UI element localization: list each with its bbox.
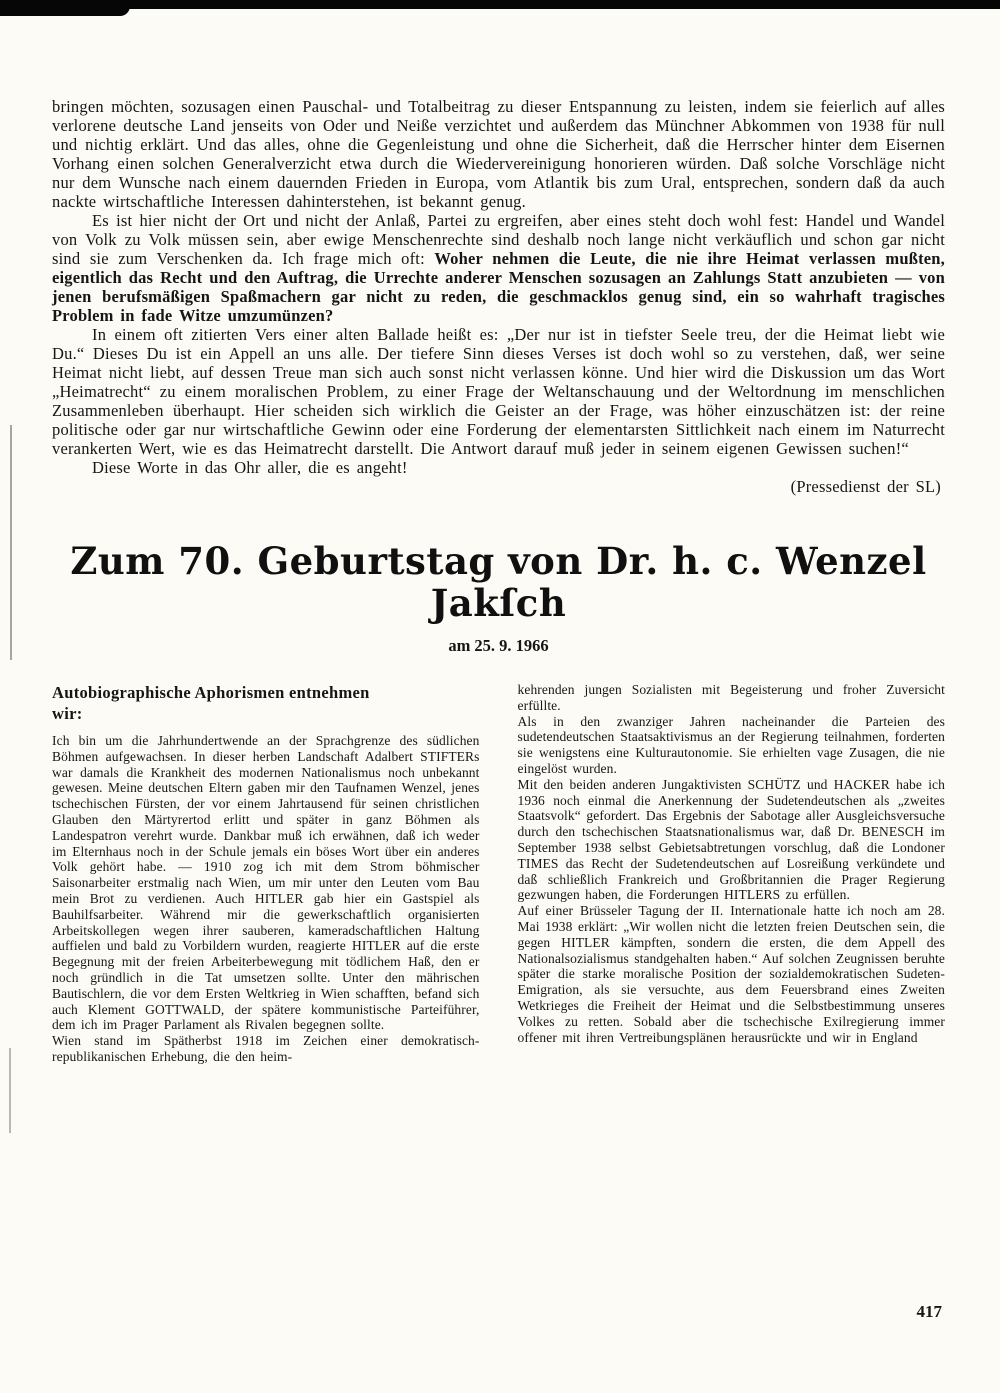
intro-paragraph-3: In einem oft zitierten Vers einer alten Ballade heißt es: „Der nur ist in tiefster Seele treu, der die Heimat liebt wie Du.“ Dieses Du ist ein Appell an uns alle. Der tiefere Sinn dieses Verses ist doch wohl so zu verstehen, daß, wer seine Heimat nicht liebt, auf dessen Treue man sich auch sonst nicht verlassen könne. Und hier wird die Diskussion um das Wort „Heimatrecht“ zu einem moralischen Problem, zu einer Frage der Weltanschauung und der Weltordnung im menschlichen Zusammenleben überhaupt. Hier scheiden sich wirklich die Geister an der Frage, was höher einzuschätzen ist: der reine politische oder gar nur wirtschaftliche Gewinn oder eine Forderung der elementarsten Sittlichkeit nach einem im Naturrecht verankerten Wert, wie es das Heimatrecht darstellt. Die Antwort darauf muß jeder in seinem eigenen Gewissen suchen!“ <box>52 325 945 458</box>
press-attribution: (Pressedienst der SL) <box>790 477 941 496</box>
scan-artifact-top-bar <box>0 0 1000 9</box>
article-headline: Zum 70. Geburtstag von Dr. h. c. Wenzel Jakſch <box>70 539 927 625</box>
intro-paragraph-2-bold: Woher nehmen die Leute, die nie ihre Heimat verlassen mußten, eigentlich das Recht und den Auftrag, die Urrechte anderer Menschen sozusagen an Zahlungs Statt anzubieten — von jenen berufsmäßigen Spaßmachern gar nicht zu reden, die geschmacklos genug sind, ein so wahrhaft tragisches Problem in fade Witze umzumünzen? <box>52 249 945 325</box>
left-column-paragraph-2: Wien stand im Spätherbst 1918 im Zeichen einer demokratisch-republikanischen Erhebung, die den heim- <box>52 1033 480 1064</box>
left-column <box>52 682 480 1065</box>
right-column-paragraph-2: Als in den zwanziger Jahren nacheinander die Parteien des sudetendeutschen Staatsaktivismus an der Regierung teilnahmen, forderten sie wenigstens eine Kulturautonomie. Sie erhielten vage Zusagen, die nie eingelöst wurden. <box>517 713 945 776</box>
intro-paragraph-1: bringen möchten, sozusagen einen Pauschal- und Totalbeitrag zu dieser Entspannung zu leisten, indem sie feierlich auf alles verlorene deutsche Land jenseits von Oder und Neiße verzichtet und außerdem das Münchner Abkommen von 1938 für null und nichtig erklärt. Und das alles, ohne die Gegenleistung und ohne die Sicherheit, daß die Herrscher hinter dem Eisernen Vorhang einen solchen Generalverzicht etwa durch die Wiedervereinigung honorieren würden. Daß solche Vorschläge nicht nur dem Wunsche nach einem dauernden Frieden in Europa, vom Atlantik bis zum Ural, entsprechen, sondern daß da auch nackte wirtschaftliche Interessen dahinterstehen, ist bekannt genug. <box>52 97 945 211</box>
right-column-paragraph-1: kehrenden jungen Sozialisten mit Begeisterung und froher Zuversicht erfüllte. <box>517 682 945 713</box>
page-number: 417 <box>916 1302 942 1321</box>
intro-paragraph-2 <box>52 211 945 325</box>
scan-artifact-left-edge <box>10 425 12 660</box>
scan-artifact-top-left <box>0 0 130 16</box>
right-column <box>518 682 946 1065</box>
intro-paragraph-2-normal: Es ist hier nicht der Ort und nicht der Anlaß, Partei zu ergreifen, aber eines steht doch wohl fest: Handel und Wandel von Volk zu Volk müssen sein, aber ewige Menschenrechte sind deshalb noch lange nicht verkäuflich und schon gar nicht sind sie zum Verschenken da. Ich frage mich oft: <box>52 211 945 268</box>
article-columns <box>52 682 945 1065</box>
intro-paragraph-4: Diese Worte in das Ohr aller, die es angeht! <box>92 458 408 477</box>
left-column-paragraph-1: Ich bin um die Jahrhundertwende an der Sprachgrenze des südlichen Böhmen aufgewachsen. In dieser herben Landschaft Adalbert STIFTERs war damals die Krankheit des modernen Nationalismus noch unbekannt gewesen. Meine deutschen Eltern gaben mir den Taufnamen Wenzel, jenes tschechischen Fürsten, der vor einem Jahrtausend für seinen christlichen Glauben den Märtyrertod erlitt und später in ganz Böhmen als Landespatron verehrt wurde. Dankbar muß ich erwähnen, daß ich weder im Elternhaus noch in der Schule jemals ein böses Wort über ein anderes Volk gehört habe. — 1910 zog ich mit dem Strom böhmischer Saisonarbeiter erstmalig nach Wien, um mir unter den Leuten vom Bau mein Brot zu verdienen. Auch HITLER gab hier ein Gastspiel als Bauhilfsarbeiter. Während mir die gewerkschaftlich organisierten Arbeitskollegen wegen ihrer sauberen, kameradschaftlichen Haltung auffielen und bald zu Vorbildern wurden, reagierte HITLER auf die erste Begegnung mit der freien Arbeiterbewegung mit tödlichem Haß, den er noch gründlich in die Tat umsetzen sollte. Unter den mährischen Bautischlern, die vor dem Ersten Weltkrieg in Wien schafften, befand sich auch Klement GOTTWALD, der spätere kommunistische Parteiführer, dem ich im Prager Parlament als Rivalen begegnen sollte. <box>52 733 480 1033</box>
right-column-paragraph-4: Auf einer Brüsseler Tagung der II. Internationale hatte ich noch am 28. Mai 1938 erklärt: „Wir wollen nicht die letzten freien Deutschen sein, die gegen HITLER kämpften, sondern die ersten, die dem Appell des Nationalsozialismus standgehalten haben.“ Auf solchen Zeugnissen beruhte später die starke moralische Position der sozialdemokratischen Sudeten-Emigration, als sie versuchte, aus dem Feuersbrand eines Zweiten Wetkrieges die Freiheit der Heimat und die Selbstbestimmung unseres Volkes zu retten. Sobald aber die tschechische Exilregierung immer offener mit ihren Vertreibungsplänen herausrückte und wir in England <box>517 903 945 1045</box>
scan-artifact-left-edge-2 <box>9 1048 11 1133</box>
intro-section <box>52 97 945 496</box>
right-column-paragraph-3: Mit den beiden anderen Jungaktivisten SCHÜTZ und HACKER habe ich 1936 noch einmal die Anerkennung der Sudetendeutschen als „zweites Staatsvolk“ gefordert. Das Ergebnis der Sabotage aller Ausgleichsversuche durch den tschechischen Staatsnationalismus war, daß Dr. BENESCH im September 1938 selbst Gebietsabtretungen vorschlug, daß die Londoner TIMES das Recht der Sudetendeutschen auf Losreißung verkündete und daß schließlich Frankreich und Großbritannien die Prager Regierung gezwungen haben, die Forderungen HITLERS zu erfüllen. <box>517 776 945 903</box>
left-column-heading: Autobiographische Aphorismen entnehmen wir: <box>52 683 370 723</box>
article-dateline: am 25. 9. 1966 <box>448 636 549 655</box>
